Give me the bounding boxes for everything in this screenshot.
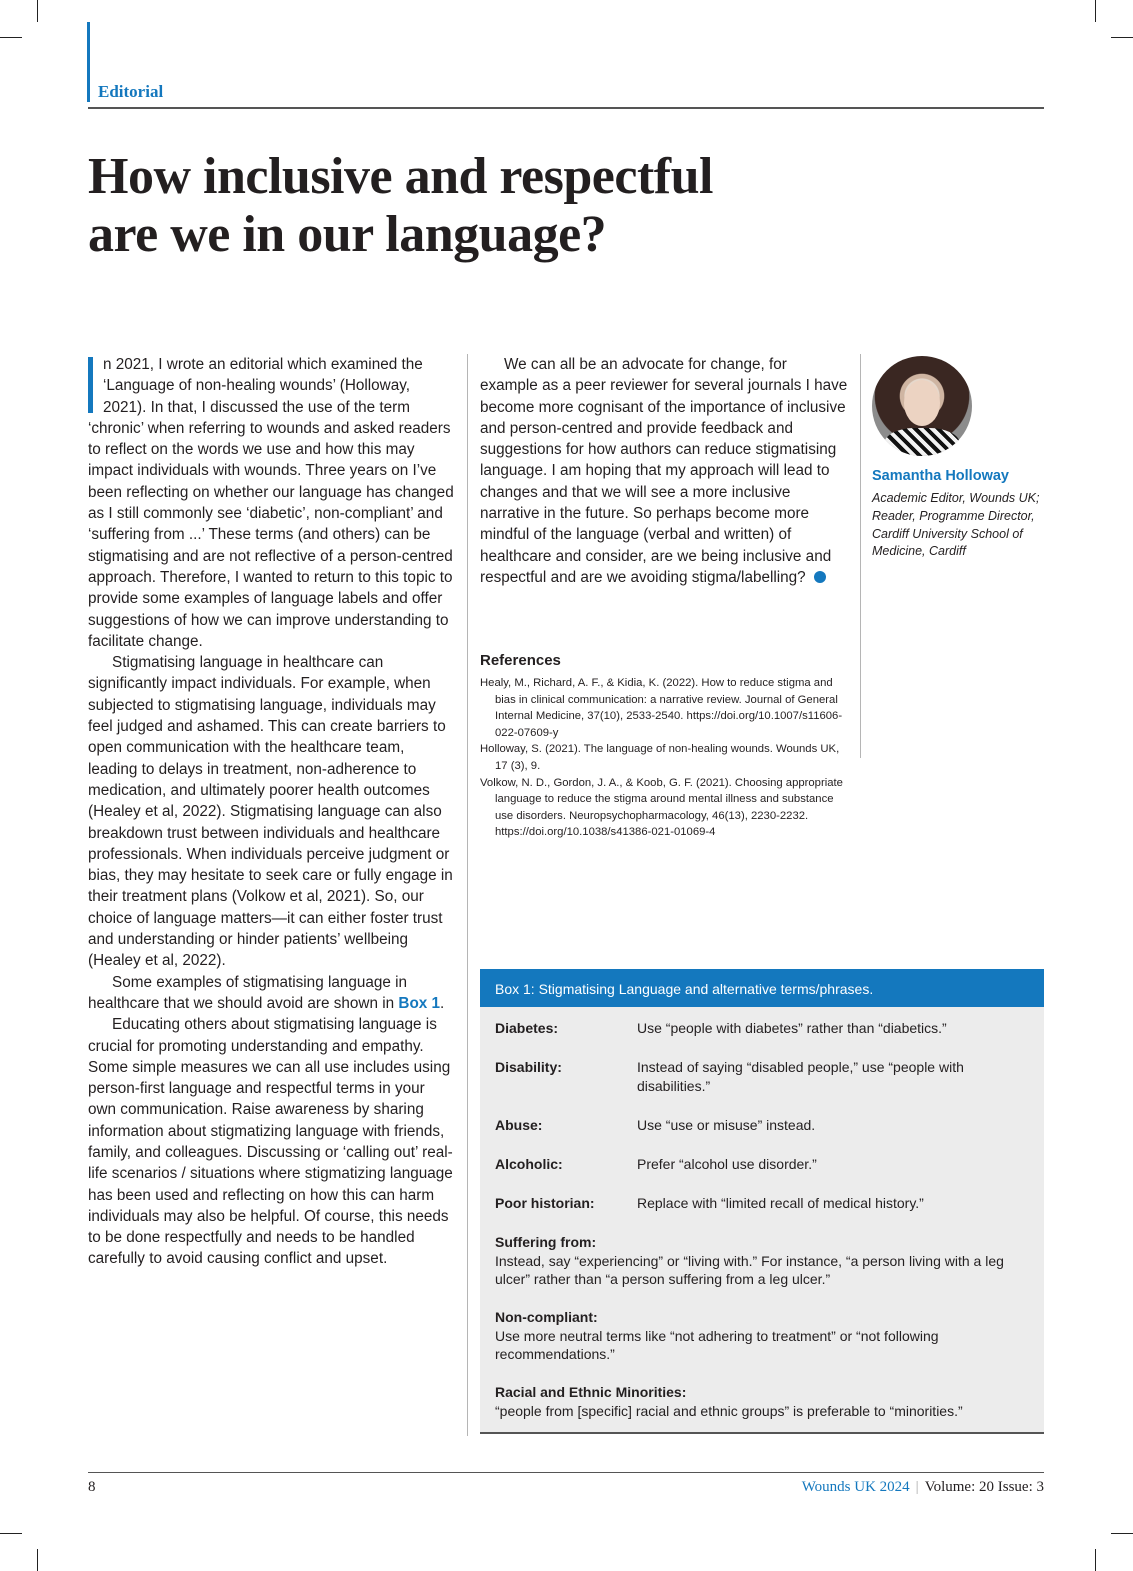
end-mark-icon: [814, 571, 826, 583]
photo-body: [884, 428, 960, 456]
title-line-2: are we in our language?: [88, 206, 607, 263]
references: [480, 652, 850, 841]
journal-info: [802, 1479, 1044, 1496]
box-1-link[interactable]: Box 1: [398, 994, 441, 1012]
box-definition: “people from [specific] racial and ethnic groups” is preferable to “minorities.”: [495, 1402, 963, 1419]
section-label: Editorial: [98, 82, 164, 101]
page-number: 8: [88, 1479, 96, 1495]
crop-mark: [1111, 37, 1133, 38]
crop-mark: [37, 0, 38, 22]
body-column-1: [88, 354, 456, 1270]
journal-volume: Volume: 20 Issue: 3: [924, 1479, 1044, 1495]
box-definition: Use “use or misuse” instead.: [637, 1117, 816, 1133]
references-heading: References: [480, 652, 561, 669]
reference-item: Holloway, S. (2021). The language of non-healing wounds. Wounds UK, 17 (3), 9.: [480, 743, 840, 772]
section-accent-bar: [87, 22, 90, 102]
box-block: [495, 1383, 1035, 1420]
box-1: [480, 969, 1044, 1433]
box-term: Non-compliant:: [495, 1309, 598, 1325]
paragraph-end: .: [440, 994, 445, 1012]
author-photo: [872, 356, 972, 456]
box-definition: Instead, say “experiencing” or “living with.” For instance, “a person living with a leg ulcer” rather than “a person suffering from a leg ulcer.”: [495, 1252, 1004, 1287]
box-block: [495, 1308, 1035, 1364]
box-term: Disability:: [495, 1059, 562, 1075]
crop-mark: [0, 1533, 22, 1534]
box-block: [495, 1233, 1035, 1289]
body-paragraph: [480, 354, 848, 588]
crop-mark: [37, 1549, 38, 1571]
crop-mark: [1095, 1549, 1096, 1571]
body-column-2: [480, 354, 848, 588]
crop-mark: [1111, 1533, 1133, 1534]
column-divider: [467, 354, 468, 1436]
box-definition: Use more neutral terms like “not adhering to treatment” or “not following recommendations.”: [495, 1327, 939, 1362]
box-definition: Prefer “alcohol use disorder.”: [637, 1156, 817, 1172]
body-paragraph: Stigmatising language in healthcare can significantly impact individuals. For example, when subjected to stigmatising language, individuals may feel judged and ashamed. This can create barriers to open communication with the healthcare team, leading to delays in treatment, non-adherence to medication, and ultimately poorer health outcomes (Healey et al, 2022). Stigmatising language can also breakdown trust between individuals and healthcare professionals. When individuals perceive judgment or bias, they may hesitate to seek care or fully engage in their treatment plans (Volkow et al, 2021). So, our choice of language matters—it can either foster trust and understanding or hinder patients’ wellbeing (Healey et al, 2022).: [88, 654, 453, 970]
box-term: Abuse:: [495, 1117, 543, 1133]
crop-mark: [1095, 0, 1096, 22]
sidebar-divider: [860, 354, 861, 758]
box-term: Alcoholic:: [495, 1156, 563, 1172]
paragraph-text: We can all be an advocate for change, for example as a peer reviewer for several journals I have become more cognisant of the importance of inclusive and person-centred and provide feedback and suggestions for how authors can reduce stigmatising language. I am hoping that my approach will lead to changes and that we will see a more inclusive narrative in the future. So perhaps become more mindful of the language (verbal and written) of healthcare and consider, are we being inclusive and respectful and are we avoiding stigma/labelling?: [480, 356, 848, 586]
dropcap-bar: [88, 357, 93, 413]
author-name: Samantha Holloway: [872, 468, 1009, 484]
reference-item: Healy, M., Richard, A. F., & Kidia, K. (2022). How to reduce stigma and bias in clinical communication: a narrative review. Journal of General Internal Medicine, 37(10), 2533-2540. https://doi.org/10.1007/s11606-022-07609-y: [480, 677, 843, 739]
author-role: Academic Editor, Wounds UK; Reader, Programme Director, Cardiff University School of Medicine, Cardiff: [872, 491, 1040, 559]
body-paragraph: Educating others about stigmatising language is crucial for promoting understanding and empathy. Some simple measures we can all use includes using person-first language and respectful terms in your own communication. Raise awareness by sharing information about stigmatizing language with friends, family, and colleagues. Discussing or ‘calling out’ real-life scenarios / situations where stigmatizing language has been used and reflecting on how this can harm individuals may also be helpful. Of course, this needs to be done respectfully and needs to be handled carefully to avoid causing conflict and upset.: [88, 1016, 453, 1268]
box-term: Racial and Ethnic Minorities:: [495, 1384, 687, 1400]
box-definition: Replace with “limited recall of medical history.”: [637, 1195, 924, 1211]
header-rule: [88, 107, 1044, 109]
body-paragraph: [88, 972, 456, 1015]
box-term: Poor historian:: [495, 1195, 595, 1211]
title-line-1: How inclusive and respectful: [88, 148, 713, 205]
box-term: Diabetes:: [495, 1020, 559, 1036]
crop-mark: [0, 37, 22, 38]
footer-separator: |: [915, 1479, 919, 1495]
journal-name: Wounds UK 2024: [801, 1479, 910, 1495]
paragraph-text: Some examples of stigmatising language in healthcare that we should avoid are shown in: [88, 973, 408, 1012]
box-title: Box 1: Stigmatising Language and alternative terms/phrases.: [480, 969, 1044, 1007]
reference-item: Volkow, N. D., Gordon, J. A., & Koob, G. F. (2021). Choosing appropriate language to reduce the stigma around mental illness and substance use disorders. Neuropsychopharmacology, 46(13), 2230-2232. https://doi.org/10.1038/s41386-021-01069-4: [480, 776, 843, 839]
box-bottom-rule: [480, 1432, 1044, 1434]
box-term: Suffering from:: [495, 1234, 597, 1250]
article-title: [88, 148, 988, 264]
photo-face: [904, 380, 940, 426]
box-definition: Use “people with diabetes” rather than “diabetics.”: [637, 1020, 947, 1036]
paragraph-text: n 2021, I wrote an editorial which examined the ‘Language of non-healing wounds’ (Holloway, 2021). In that, I discussed the use of the term ‘chronic’ when referring to wounds and asked readers to reflect on the words we use and how this may impact individuals with wounds. Three years on I’ve been reflecting on whether our language has changed as I still commonly see ‘diabetic’, non-compliant’ and ‘suffering from ...’ These terms (and others) can be stigmatising and are not reflective of a person-centred approach. Therefore, I wanted to return to this topic to provide some examples of language labels and offer suggestions of how we can improve understanding to facilitate change.: [88, 356, 454, 650]
footer-rule: [88, 1472, 1044, 1473]
box-definition: Instead of saying “disabled people,” use “people with disabilities.”: [637, 1059, 964, 1094]
body-paragraph: [88, 354, 456, 652]
